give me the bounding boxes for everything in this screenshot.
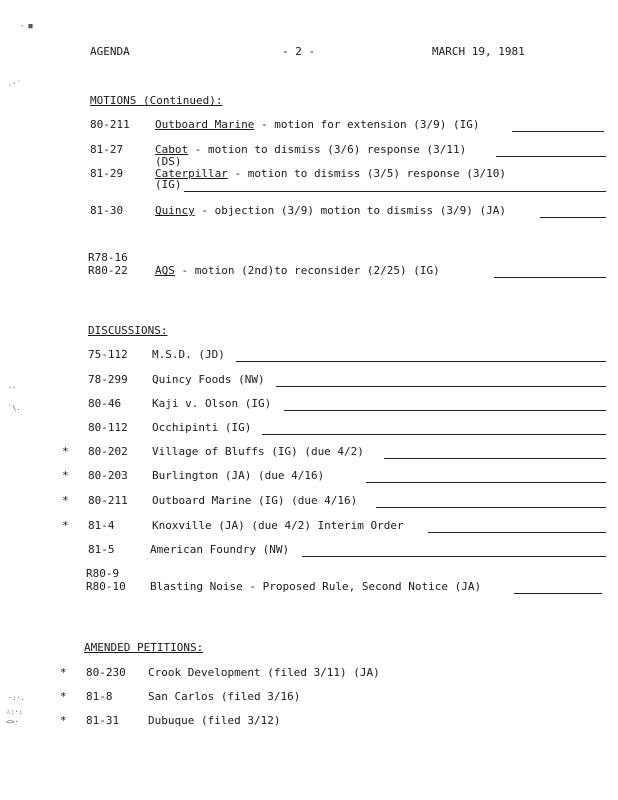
- signature-line: [366, 482, 606, 483]
- star-marker: *: [60, 690, 67, 703]
- case-number: R80-10: [86, 580, 126, 593]
- motion-entry-continued: (DS): [155, 155, 182, 168]
- star-marker: *: [62, 494, 69, 507]
- star-marker: *: [60, 666, 67, 679]
- discussion-entry: Kaji v. Olson (IG): [152, 397, 272, 410]
- motions-heading: MOTIONS (Continued):: [90, 94, 223, 107]
- case-number: 80-203: [88, 469, 128, 482]
- margin-mark: `\.: [8, 404, 21, 412]
- star-marker: *: [62, 445, 69, 458]
- motion-entry: Cabot - motion to dismiss (3/6) response (3/11): [155, 143, 467, 156]
- signature-line: [494, 277, 606, 278]
- discussion-entry: Knoxville (JA) (due 4/2) Interim Order: [152, 519, 404, 532]
- discussion-entry: Outboard Marine (IG) (due 4/16): [152, 494, 358, 507]
- margin-mark: ·:·.: [8, 694, 25, 702]
- margin-mark: ∴:·:: [6, 708, 23, 716]
- case-number: 80-230: [86, 666, 126, 679]
- case-number: 80-211: [90, 118, 130, 131]
- margin-mark: <>·: [6, 718, 19, 726]
- case-number: 81-5: [88, 543, 115, 556]
- discussion-entry: M.S.D. (JD): [152, 348, 225, 361]
- agenda-date: MARCH 19, 1981: [432, 45, 525, 58]
- case-number: 80-46: [88, 397, 122, 410]
- petition-entry: Crook Development (filed 3/11) (JA): [148, 666, 380, 679]
- discussion-entry: Burlington (JA) (due 4/16): [152, 469, 325, 482]
- case-number: R78-16: [88, 251, 128, 264]
- signature-line: [428, 532, 606, 533]
- petition-entry: Dubuque (filed 3/12): [148, 714, 281, 727]
- case-number: R80-9: [86, 567, 120, 580]
- case-number: 81-31: [86, 714, 120, 727]
- petition-entry: San Carlos (filed 3/16): [148, 690, 301, 703]
- signature-line: [514, 593, 602, 594]
- motion-entry: Quincy - objection (3/9) motion to dismiss (3/9) (JA): [155, 204, 507, 217]
- signature-line: [376, 507, 606, 508]
- signature-line: [236, 361, 606, 362]
- case-number: 80-112: [88, 421, 128, 434]
- signature-line: [262, 434, 606, 435]
- margin-mark: - ■: [20, 22, 33, 30]
- signature-line: [384, 458, 606, 459]
- signature-line: [496, 156, 606, 157]
- case-number: 78-299: [88, 373, 128, 386]
- margin-mark: .·´: [8, 80, 21, 88]
- page-number: - 2 -: [282, 45, 316, 58]
- discussion-entry: Village of Bluffs (IG) (due 4/2): [152, 445, 364, 458]
- case-number: 81-8: [86, 690, 113, 703]
- discussion-entry: Blasting Noise - Proposed Rule, Second Notice (JA): [150, 580, 482, 593]
- discussion-entry: Quincy Foods (NW): [152, 373, 265, 386]
- signature-line: [512, 131, 604, 132]
- star-marker: *: [60, 714, 67, 727]
- case-number: 81-29: [90, 167, 124, 180]
- signature-line: [540, 217, 606, 218]
- motion-entry: AQS - motion (2nd)to reconsider (2/25) (IG): [155, 264, 440, 277]
- discussion-entry: American Foundry (NW): [150, 543, 290, 556]
- signature-line: [184, 191, 606, 192]
- amended-petitions-heading: AMENDED PETITIONS:: [84, 641, 204, 654]
- signature-line: [284, 410, 606, 411]
- case-number: 80-202: [88, 445, 128, 458]
- margin-mark: -·: [8, 384, 17, 392]
- case-number: 81-27: [90, 143, 124, 156]
- signature-line: [276, 386, 606, 387]
- motion-entry: Caterpillar - motion to dismiss (3/5) response (3/10): [155, 167, 507, 180]
- case-number: 81-30: [90, 204, 124, 217]
- star-marker: *: [62, 519, 69, 532]
- case-number: 80-211: [88, 494, 128, 507]
- motion-entry-continued: (IG): [155, 178, 182, 191]
- discussions-heading: DISCUSSIONS:: [88, 324, 168, 337]
- discussion-entry: Occhipinti (IG): [152, 421, 252, 434]
- case-number: R80-22: [88, 264, 128, 277]
- case-number: 81-4: [88, 519, 115, 532]
- agenda-title: AGENDA: [90, 45, 130, 58]
- motion-entry: Outboard Marine - motion for extension (3/9) (IG): [155, 118, 480, 131]
- signature-line: [302, 556, 606, 557]
- star-marker: *: [62, 469, 69, 482]
- case-number: 75-112: [88, 348, 128, 361]
